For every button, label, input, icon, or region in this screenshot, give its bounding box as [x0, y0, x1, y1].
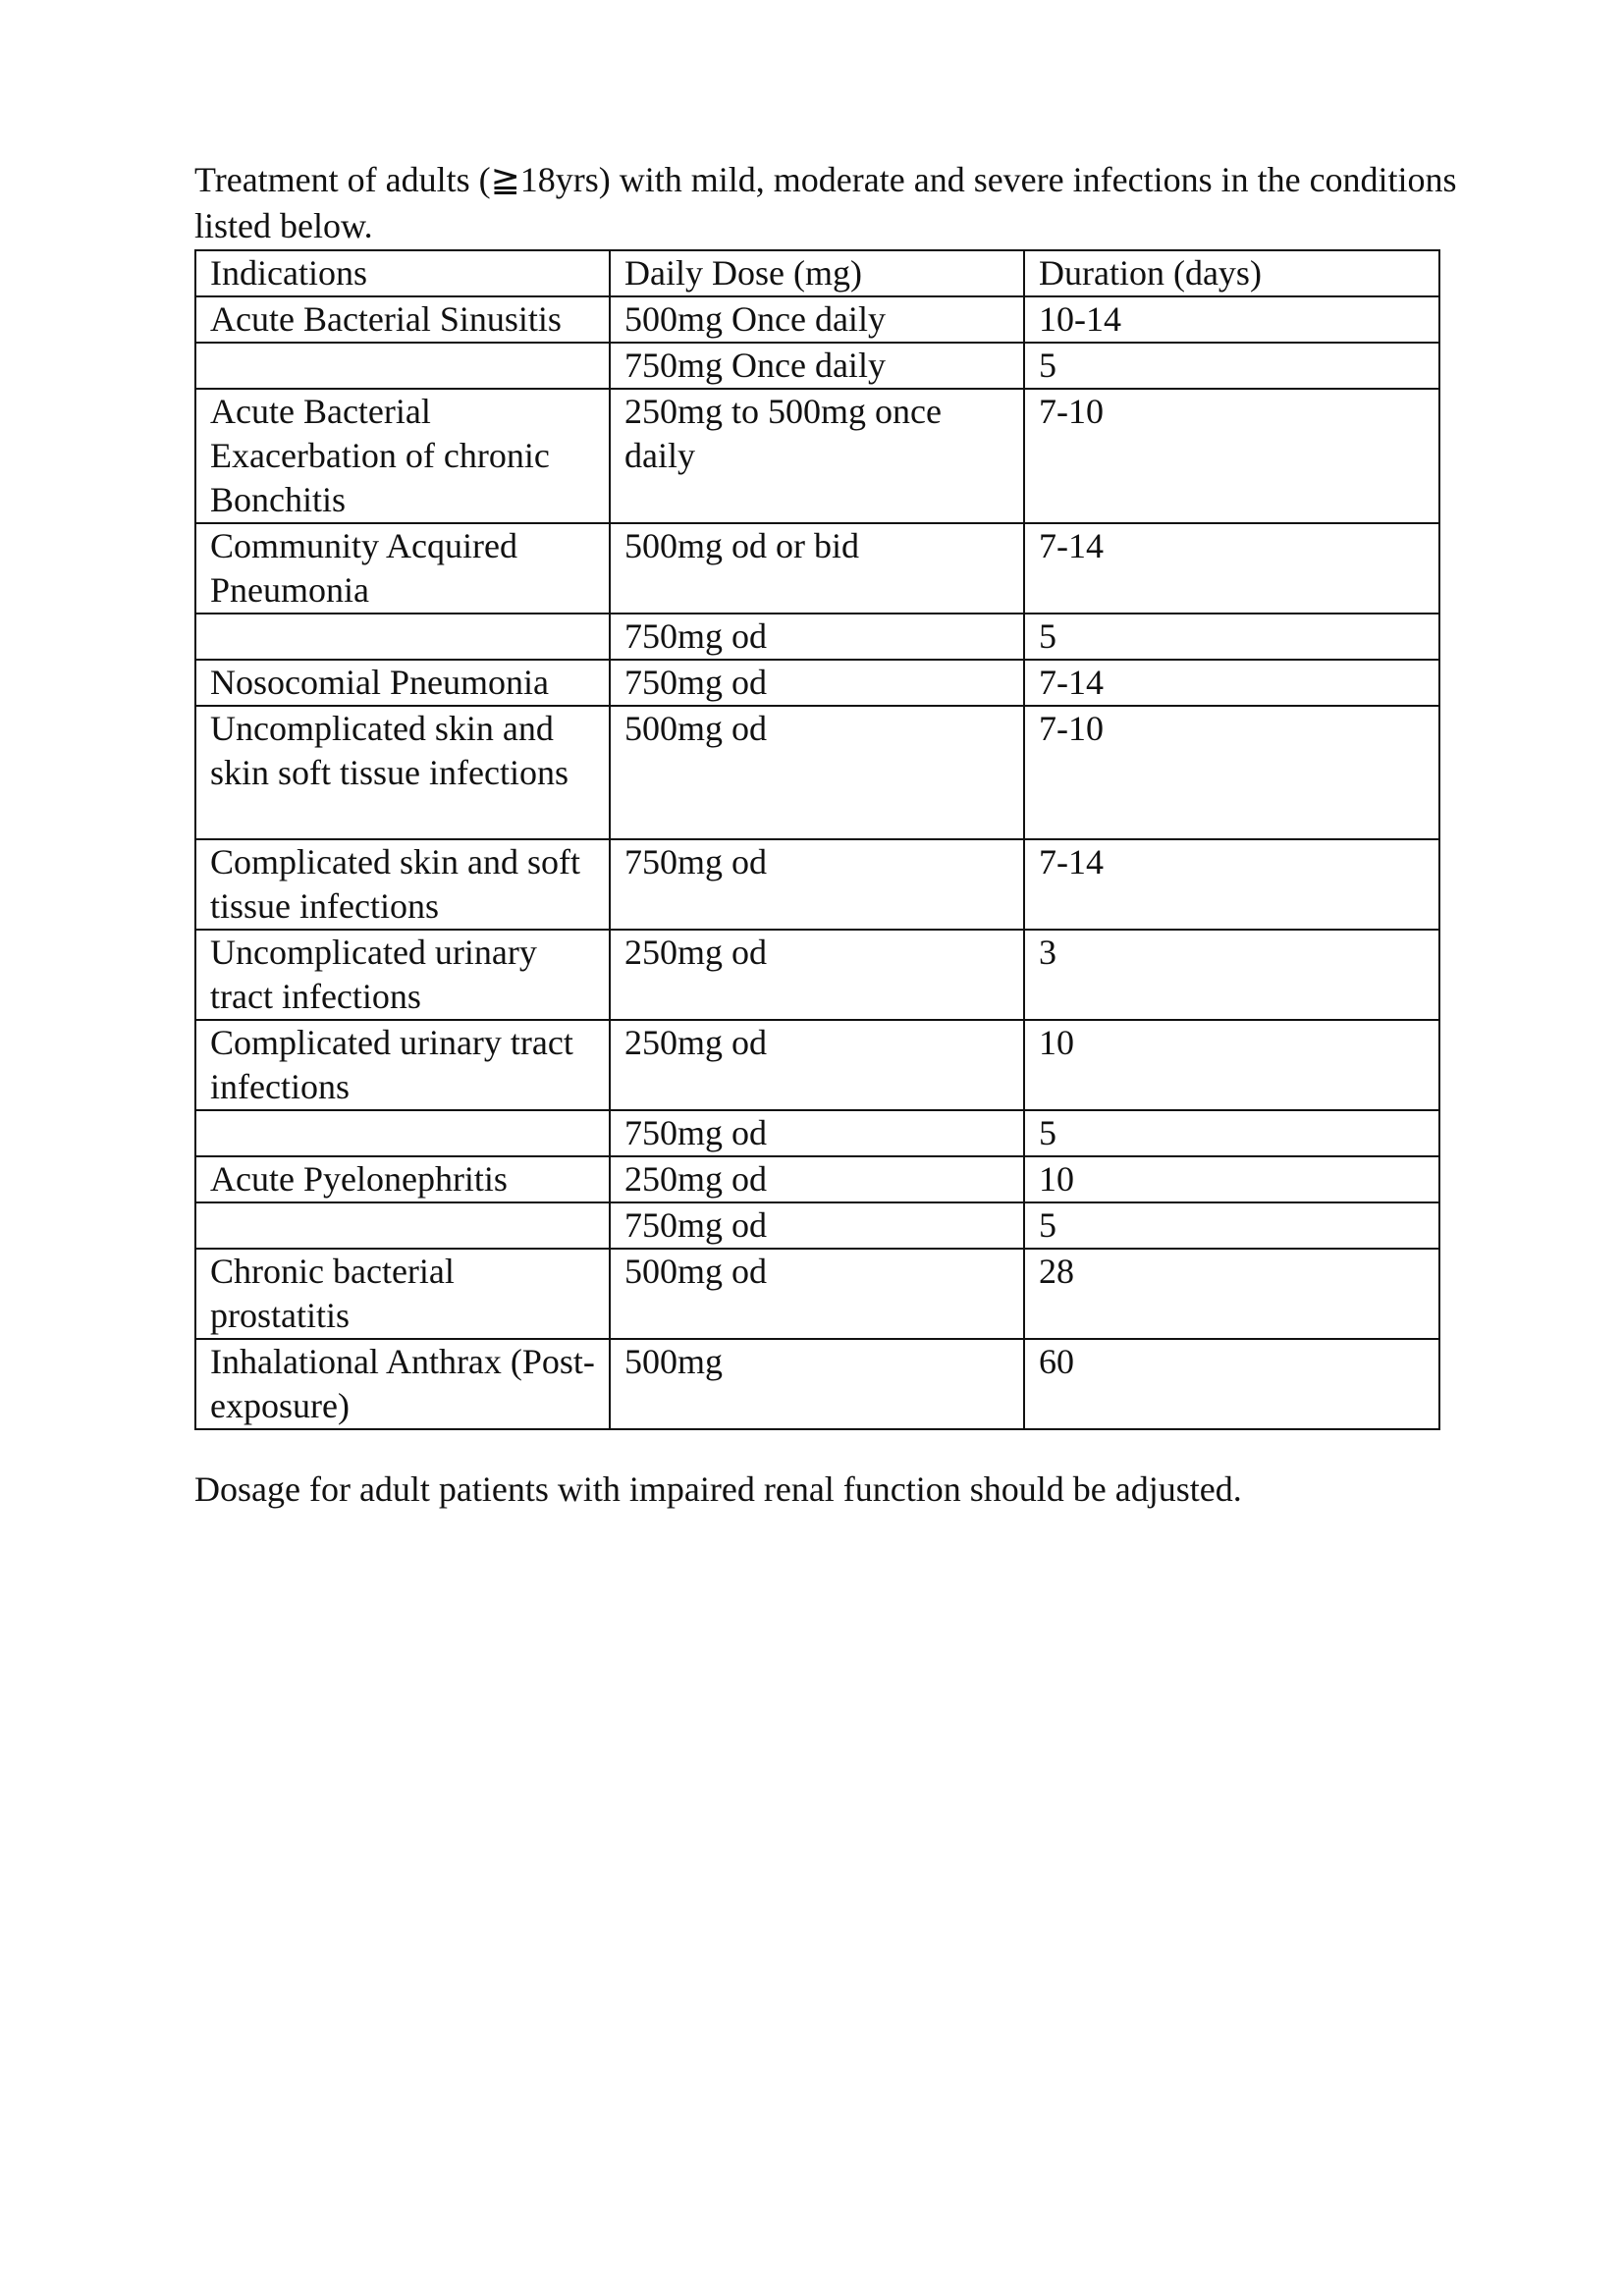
indication-cell: Inhalational Anthrax (Post-exposure)	[195, 1339, 610, 1429]
dose-cell: 750mg od	[610, 1110, 1024, 1156]
duration-cell: 5	[1024, 614, 1439, 660]
indication-cell	[195, 1110, 610, 1156]
dose-cell: 250mg od	[610, 1020, 1024, 1110]
duration-cell: 10	[1024, 1156, 1439, 1202]
table-row	[195, 1249, 1439, 1339]
duration-cell: 5	[1024, 1110, 1439, 1156]
indication-cell: Complicated skin and soft tissue infections	[195, 839, 610, 930]
table-row	[195, 706, 1439, 839]
indication-cell	[195, 1202, 610, 1249]
table-row	[195, 343, 1439, 389]
duration-cell: 7-14	[1024, 660, 1439, 706]
dose-cell: 750mg od	[610, 660, 1024, 706]
indication-cell: Uncomplicated skin and skin soft tissue infections	[195, 706, 610, 839]
indication-cell	[195, 343, 610, 389]
dose-cell: 500mg od	[610, 1249, 1024, 1339]
duration-cell: 5	[1024, 343, 1439, 389]
indication-cell: Complicated urinary tract infections	[195, 1020, 610, 1110]
duration-cell: 3	[1024, 930, 1439, 1020]
dose-cell: 250mg to 500mg once daily	[610, 389, 1024, 523]
table-row	[195, 389, 1439, 523]
dosing-table	[194, 249, 1440, 1430]
indication-cell: Acute Pyelonephritis	[195, 1156, 610, 1202]
table-row	[195, 1156, 1439, 1202]
table-row	[195, 296, 1439, 343]
duration-cell: 60	[1024, 1339, 1439, 1429]
table-row	[195, 523, 1439, 614]
dose-cell: 500mg od or bid	[610, 523, 1024, 614]
table-row	[195, 1202, 1439, 1249]
duration-cell: 7-10	[1024, 389, 1439, 523]
dose-cell: 500mg Once daily	[610, 296, 1024, 343]
dose-cell: 500mg	[610, 1339, 1024, 1429]
header-daily-dose: Daily Dose (mg)	[610, 250, 1024, 296]
intro-paragraph: Treatment of adults (≧18yrs) with mild, moderate and severe infections in the conditions listed below.	[194, 160, 1457, 245]
table-row	[195, 839, 1439, 930]
table-row	[195, 1339, 1439, 1429]
duration-cell: 7-10	[1024, 706, 1439, 839]
header-indications: Indications	[195, 250, 610, 296]
duration-cell: 5	[1024, 1202, 1439, 1249]
dose-cell: 750mg od	[610, 839, 1024, 930]
table-row	[195, 1110, 1439, 1156]
renal-dosage-note: Dosage for adult patients with impaired renal function should be adjusted.	[194, 1469, 1242, 1509]
table-row	[195, 930, 1439, 1020]
indication-cell: Community Acquired Pneumonia	[195, 523, 610, 614]
duration-cell: 28	[1024, 1249, 1439, 1339]
table-header-row	[195, 250, 1439, 296]
table-row	[195, 660, 1439, 706]
indication-cell: Uncomplicated urinary tract infections	[195, 930, 610, 1020]
header-duration: Duration (days)	[1024, 250, 1439, 296]
duration-cell: 10	[1024, 1020, 1439, 1110]
dose-cell: 750mg od	[610, 614, 1024, 660]
table-row	[195, 614, 1439, 660]
dose-cell: 500mg od	[610, 706, 1024, 839]
indication-cell: Acute Bacterial Sinusitis	[195, 296, 610, 343]
indication-cell: Chronic bacterial prostatitis	[195, 1249, 610, 1339]
duration-cell: 10-14	[1024, 296, 1439, 343]
duration-cell: 7-14	[1024, 523, 1439, 614]
table-row	[195, 1020, 1439, 1110]
duration-cell: 7-14	[1024, 839, 1439, 930]
dose-cell: 750mg Once daily	[610, 343, 1024, 389]
indication-cell	[195, 614, 610, 660]
dose-cell: 250mg od	[610, 930, 1024, 1020]
dose-cell: 250mg od	[610, 1156, 1024, 1202]
indication-cell: Acute Bacterial Exacerbation of chronic Bonchitis	[195, 389, 610, 523]
dose-cell: 750mg od	[610, 1202, 1024, 1249]
indication-cell: Nosocomial Pneumonia	[195, 660, 610, 706]
